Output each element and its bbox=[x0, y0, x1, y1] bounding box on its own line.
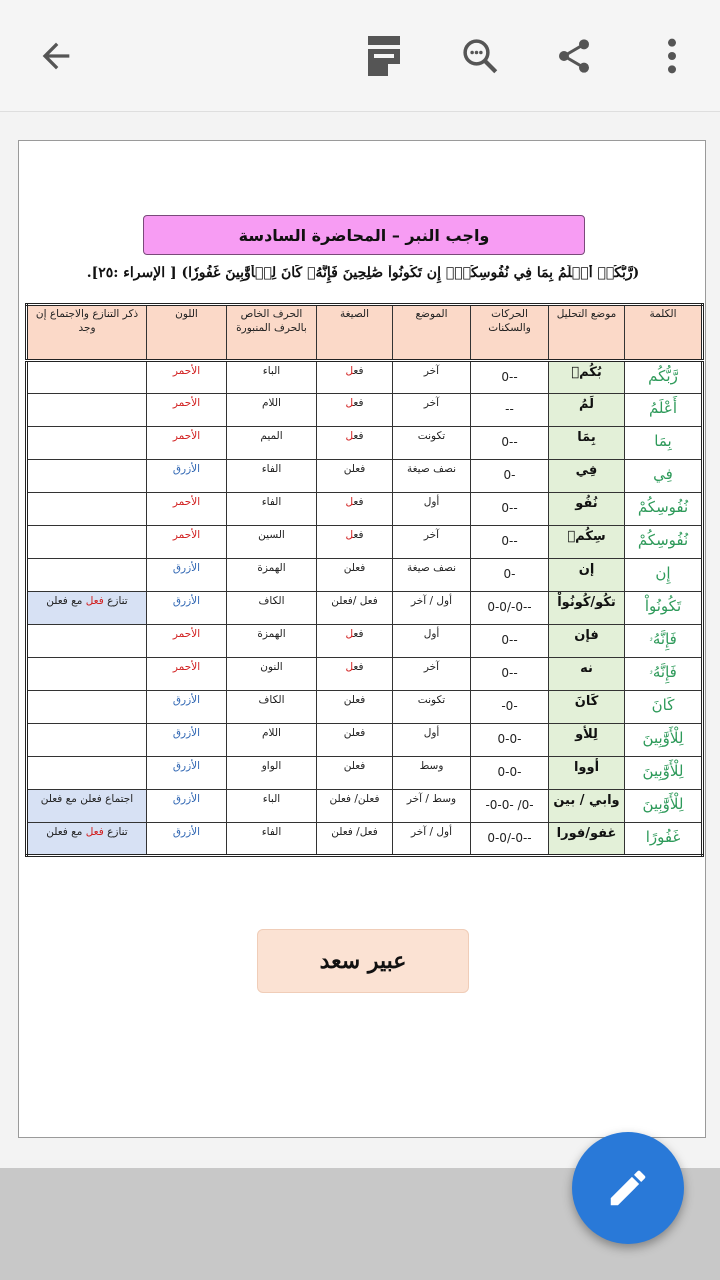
cell-color bbox=[147, 724, 227, 757]
cell-position bbox=[549, 559, 625, 592]
cell-letter bbox=[227, 592, 317, 625]
cell-letter-text: الهمزة bbox=[257, 562, 286, 574]
table-row bbox=[27, 592, 703, 625]
cell-letter-text: الهمزة bbox=[257, 628, 286, 640]
cell-word-text: نُفُوسِكُمْ bbox=[637, 498, 689, 516]
cell-movements bbox=[471, 823, 549, 856]
table-row bbox=[27, 823, 703, 856]
form-part: فعل /فعلن bbox=[331, 595, 378, 607]
note-part: مع فعلن bbox=[46, 826, 86, 838]
cell-form bbox=[317, 559, 393, 592]
cell-color bbox=[147, 361, 227, 394]
cell-movements-text: -0 bbox=[503, 468, 516, 482]
cell-word bbox=[625, 691, 703, 724]
form-part: فعلن bbox=[343, 562, 366, 574]
cell-position-text: سِكُمۡ bbox=[567, 529, 606, 544]
cell-note bbox=[27, 691, 147, 724]
cell-place-text: آخر bbox=[423, 365, 440, 377]
cell-note bbox=[27, 592, 147, 625]
cell-word-text: فَإِنَّهُۥ bbox=[649, 663, 677, 681]
cell-word-text: إِن bbox=[655, 564, 671, 582]
cell-word-text: رَّبُّكُم bbox=[648, 367, 678, 385]
cell-position-text: فِي bbox=[575, 463, 598, 478]
form-part-red: ل bbox=[345, 661, 354, 673]
cell-color bbox=[147, 625, 227, 658]
arrow-left-icon bbox=[36, 36, 76, 76]
cell-position-text: تكُو/كُونُواْ bbox=[557, 595, 616, 610]
table-row bbox=[27, 559, 703, 592]
cell-color-text: الأحمر bbox=[172, 430, 201, 442]
cell-position-text: غفو/فورا bbox=[556, 826, 617, 841]
cell-color-text: الأزرق bbox=[172, 463, 201, 475]
cell-position bbox=[549, 526, 625, 559]
cell-place-text: أول / آخر bbox=[410, 826, 453, 838]
cell-color bbox=[147, 691, 227, 724]
cell-place bbox=[393, 394, 471, 427]
table-row bbox=[27, 724, 703, 757]
cell-note bbox=[27, 625, 147, 658]
cell-color-text: الأزرق bbox=[172, 694, 201, 706]
cell-color-text: الأحمر bbox=[172, 628, 201, 640]
cell-note bbox=[27, 427, 147, 460]
cell-letter bbox=[227, 493, 317, 526]
cell-position bbox=[549, 394, 625, 427]
cell-place bbox=[393, 691, 471, 724]
cell-place bbox=[393, 526, 471, 559]
cell-movements-text: --0 bbox=[501, 633, 518, 647]
cell-word bbox=[625, 625, 703, 658]
cell-word bbox=[625, 823, 703, 856]
cell-color bbox=[147, 658, 227, 691]
quran-verse: (رَّبُّكُمۡ أَعۡلَمُ بِمَا فِي نُفُوسِكُمۡۚ إِن تَكُونُواْ صَٰلِحِينَ فَإِنَّهُۥ كَانَ لِلۡأَوَّٰبِينَ غَفُورٗا) [ الإسراء :٢٥]. bbox=[86, 265, 640, 281]
cell-color-text: الأزرق bbox=[172, 793, 201, 805]
cell-color bbox=[147, 526, 227, 559]
cell-form bbox=[317, 691, 393, 724]
cell-position bbox=[549, 592, 625, 625]
cell-letter-text: الباء bbox=[262, 365, 281, 377]
cell-letter bbox=[227, 526, 317, 559]
cell-word-text: فَإِنَّهُۥ bbox=[649, 630, 677, 648]
cell-note bbox=[27, 526, 147, 559]
cell-letter bbox=[227, 823, 317, 856]
cell-color-text: الأحمر bbox=[172, 496, 201, 508]
cell-place-text: وسط bbox=[419, 760, 444, 772]
cell-form bbox=[317, 526, 393, 559]
table-row bbox=[27, 394, 703, 427]
cell-color bbox=[147, 427, 227, 460]
cell-letter bbox=[227, 691, 317, 724]
header-place: الموضع bbox=[393, 305, 471, 361]
cell-position-text: نُفُو bbox=[575, 496, 598, 511]
cell-movements-text: --0 bbox=[501, 435, 518, 449]
cell-color bbox=[147, 460, 227, 493]
table-row bbox=[27, 757, 703, 790]
table-row bbox=[27, 361, 703, 394]
cell-form bbox=[317, 493, 393, 526]
form-part: فعل/ فعلن bbox=[331, 826, 378, 838]
form-part: فع bbox=[353, 628, 364, 640]
cell-color-text: الأحمر bbox=[172, 529, 201, 541]
cell-position bbox=[549, 691, 625, 724]
cell-place bbox=[393, 493, 471, 526]
cell-movements-text: --0 bbox=[501, 666, 518, 680]
cell-position bbox=[549, 460, 625, 493]
cell-movements bbox=[471, 460, 549, 493]
cell-word bbox=[625, 790, 703, 823]
form-part: فع bbox=[353, 365, 364, 377]
cell-note bbox=[27, 361, 147, 394]
form-part: فعلن bbox=[343, 727, 366, 739]
cell-position bbox=[549, 757, 625, 790]
cell-place-text: أول / آخر bbox=[410, 595, 453, 607]
table-row bbox=[27, 460, 703, 493]
cell-movements-text: --0 bbox=[501, 501, 518, 515]
cell-position-text: أووا bbox=[573, 760, 600, 775]
cell-place bbox=[393, 757, 471, 790]
cell-place-text: وسط / آخر bbox=[406, 793, 457, 805]
form-part: فع bbox=[353, 496, 364, 508]
search-button[interactable] bbox=[448, 24, 512, 88]
form-part-red: ل bbox=[345, 529, 354, 541]
cell-place bbox=[393, 823, 471, 856]
form-part: فعلن bbox=[343, 694, 366, 706]
cell-form bbox=[317, 658, 393, 691]
cell-place bbox=[393, 724, 471, 757]
cell-movements bbox=[471, 757, 549, 790]
zoom-search-icon bbox=[459, 35, 501, 77]
cell-letter-text: السين bbox=[258, 529, 285, 541]
cell-position-text: فإن bbox=[574, 628, 599, 643]
cell-movements bbox=[471, 625, 549, 658]
cell-letter bbox=[227, 427, 317, 460]
cell-note bbox=[27, 559, 147, 592]
cell-letter-text: الباء bbox=[262, 793, 281, 805]
cell-note bbox=[27, 658, 147, 691]
edit-fab-button[interactable] bbox=[572, 1132, 684, 1244]
cell-word bbox=[625, 757, 703, 790]
note-part: تنازع bbox=[103, 826, 128, 838]
form-part: فع bbox=[353, 430, 364, 442]
cell-place-text: أول bbox=[423, 727, 440, 739]
cell-color bbox=[147, 493, 227, 526]
cell-position-text: لِلأو bbox=[575, 727, 598, 742]
cell-word-text: أَعْلَمُ bbox=[648, 399, 678, 417]
cell-letter bbox=[227, 658, 317, 691]
form-part-red: ل bbox=[345, 365, 354, 377]
cell-word bbox=[625, 724, 703, 757]
cell-word bbox=[625, 394, 703, 427]
table-row bbox=[27, 658, 703, 691]
cell-letter-text: النون bbox=[260, 661, 283, 673]
more-vert-icon bbox=[664, 36, 680, 76]
edit-pencil-icon bbox=[605, 1165, 651, 1211]
cell-color-text: الأحمر bbox=[172, 397, 201, 409]
cell-position-text: لَمُ bbox=[578, 397, 595, 412]
table-row bbox=[27, 493, 703, 526]
cell-word-text: نُفُوسِكُمْ bbox=[637, 531, 689, 549]
cell-position-text: كَانَ bbox=[574, 694, 599, 709]
form-part: فعلن bbox=[343, 463, 366, 475]
cell-note bbox=[27, 460, 147, 493]
form-part: فعلن bbox=[343, 760, 366, 772]
cell-word-text: بِمَا bbox=[654, 432, 672, 450]
cell-word-text: غَفُورًا bbox=[645, 828, 681, 846]
share-button[interactable] bbox=[542, 24, 606, 88]
cell-movements bbox=[471, 592, 549, 625]
cell-movements-text: -0- bbox=[501, 699, 518, 713]
cell-word-text: كَانَ bbox=[651, 696, 675, 714]
cell-place bbox=[393, 460, 471, 493]
cell-movements-text: -0 bbox=[503, 567, 516, 581]
cell-form bbox=[317, 592, 393, 625]
cell-place-text: أول bbox=[423, 496, 440, 508]
table-row bbox=[27, 526, 703, 559]
share-icon bbox=[554, 36, 594, 76]
cell-movements bbox=[471, 427, 549, 460]
cell-letter-text: اللام bbox=[262, 397, 281, 409]
cell-position bbox=[549, 427, 625, 460]
cell-letter bbox=[227, 790, 317, 823]
cell-word bbox=[625, 559, 703, 592]
cell-word-text: تَكُونُواْ bbox=[644, 597, 682, 615]
form-part-red: ل bbox=[345, 430, 354, 442]
cell-color bbox=[147, 559, 227, 592]
document-viewer[interactable] bbox=[0, 112, 720, 1168]
cell-position bbox=[549, 493, 625, 526]
cell-letter-text: اللام bbox=[262, 727, 281, 739]
cell-place bbox=[393, 592, 471, 625]
cell-form bbox=[317, 790, 393, 823]
cell-movements-text: --0-/0-0 bbox=[487, 600, 532, 614]
cell-place-text: آخر bbox=[423, 397, 440, 409]
cell-color-text: الأزرق bbox=[172, 595, 201, 607]
table-row bbox=[27, 427, 703, 460]
cell-form bbox=[317, 757, 393, 790]
table-header-row bbox=[27, 305, 703, 361]
cell-place bbox=[393, 658, 471, 691]
cell-letter-text: الفاء bbox=[261, 826, 282, 838]
cell-form bbox=[317, 394, 393, 427]
more-options-button[interactable] bbox=[640, 24, 704, 88]
cell-movements-text: --0 bbox=[501, 534, 518, 548]
cell-movements-text: --0-/0-0 bbox=[487, 831, 532, 845]
cell-color-text: الأحمر bbox=[172, 661, 201, 673]
cell-color-text: الأزرق bbox=[172, 727, 201, 739]
table-row bbox=[27, 790, 703, 823]
cell-word bbox=[625, 361, 703, 394]
document-page bbox=[18, 140, 706, 1138]
cell-color bbox=[147, 823, 227, 856]
author-name: عبير سعد bbox=[257, 929, 469, 993]
cell-position-text: بُكُمۡ bbox=[571, 365, 602, 380]
cell-form bbox=[317, 724, 393, 757]
cell-form bbox=[317, 625, 393, 658]
cell-place-text: آخر bbox=[423, 661, 440, 673]
cell-word-text: لِلْأَوَّٰبِينَ bbox=[642, 795, 684, 813]
cell-form bbox=[317, 361, 393, 394]
cell-position bbox=[549, 823, 625, 856]
table-row bbox=[27, 625, 703, 658]
app-toolbar bbox=[0, 0, 720, 112]
cell-word-text: لِلْأَوَّٰبِينَ bbox=[642, 762, 684, 780]
cell-movements bbox=[471, 559, 549, 592]
cell-form bbox=[317, 823, 393, 856]
cell-color-text: الأحمر bbox=[172, 365, 201, 377]
cell-letter-text: الميم bbox=[260, 430, 283, 442]
cell-word bbox=[625, 493, 703, 526]
cell-place-text: آخر bbox=[423, 529, 440, 541]
cell-color bbox=[147, 790, 227, 823]
cell-word bbox=[625, 460, 703, 493]
cell-position bbox=[549, 625, 625, 658]
cell-color bbox=[147, 394, 227, 427]
cell-place bbox=[393, 559, 471, 592]
header-position: موضع التحليل bbox=[549, 305, 625, 361]
cell-movements-text: -0/ -0-0- bbox=[485, 798, 534, 812]
note-part: فعل bbox=[85, 826, 104, 838]
cell-movements bbox=[471, 724, 549, 757]
cell-letter bbox=[227, 724, 317, 757]
cell-word bbox=[625, 592, 703, 625]
cell-movements bbox=[471, 394, 549, 427]
note-part: مع فعلن bbox=[46, 595, 86, 607]
note-part: تنازع bbox=[103, 595, 128, 607]
cell-form bbox=[317, 460, 393, 493]
form-part-red: ل bbox=[345, 397, 354, 409]
cell-word-text: لِلْأَوَّٰبِينَ bbox=[642, 729, 684, 747]
cell-place bbox=[393, 361, 471, 394]
cell-letter bbox=[227, 625, 317, 658]
cell-word bbox=[625, 526, 703, 559]
cell-place-text: تكونت bbox=[417, 694, 446, 706]
cell-letter-text: الواو bbox=[261, 760, 282, 772]
form-part: فع bbox=[353, 661, 364, 673]
cell-letter bbox=[227, 460, 317, 493]
cell-place bbox=[393, 427, 471, 460]
cell-position-text: بِمَا bbox=[577, 430, 596, 445]
cell-letter bbox=[227, 559, 317, 592]
cell-movements-text: --0 bbox=[501, 370, 518, 384]
cell-letter-text: الكاف bbox=[258, 595, 285, 607]
cell-place bbox=[393, 625, 471, 658]
cell-position-text: إن bbox=[578, 562, 595, 577]
cell-movements bbox=[471, 691, 549, 724]
cell-note bbox=[27, 724, 147, 757]
cell-place-text: أول bbox=[423, 628, 440, 640]
header-movements: الحركات والسكنات bbox=[471, 305, 549, 361]
cell-movements bbox=[471, 361, 549, 394]
note-part: اجتماع فعلن مع فعلن bbox=[40, 793, 134, 805]
cell-letter-text: الكاف bbox=[258, 694, 285, 706]
cell-color bbox=[147, 757, 227, 790]
cell-word-text: فِي bbox=[653, 465, 673, 483]
header-word: الكلمة bbox=[625, 305, 703, 361]
table-row bbox=[27, 691, 703, 724]
document-title: واجب النبر – المحاضرة السادسة bbox=[143, 215, 585, 255]
cell-letter bbox=[227, 394, 317, 427]
form-part: فعلن/ فعلن bbox=[329, 793, 380, 805]
cell-position bbox=[549, 361, 625, 394]
analysis-table bbox=[25, 303, 704, 857]
header-color: اللون bbox=[147, 305, 227, 361]
form-part: فع bbox=[353, 529, 364, 541]
cell-movements bbox=[471, 526, 549, 559]
cell-letter-text: الفاء bbox=[261, 463, 282, 475]
cell-color bbox=[147, 592, 227, 625]
cell-position-text: نه bbox=[580, 661, 593, 676]
cell-note bbox=[27, 790, 147, 823]
header-letter: الحرف الخاص بالحرف المنبورة bbox=[227, 305, 317, 361]
cell-letter-text: الفاء bbox=[261, 496, 282, 508]
cell-place-text: نصف صيغة bbox=[406, 463, 456, 475]
cell-note bbox=[27, 757, 147, 790]
cell-movements bbox=[471, 493, 549, 526]
cell-place-text: تكونت bbox=[417, 430, 446, 442]
form-part-red: ل bbox=[345, 628, 354, 640]
back-button[interactable] bbox=[24, 24, 88, 88]
reading-mode-icon bbox=[366, 34, 402, 78]
cell-note bbox=[27, 394, 147, 427]
cell-form bbox=[317, 427, 393, 460]
form-part-red: ل bbox=[345, 496, 354, 508]
cell-position bbox=[549, 790, 625, 823]
header-form: الصيغة bbox=[317, 305, 393, 361]
header-note: ذكر التنازع والاجتماع إن وجد bbox=[27, 305, 147, 361]
cell-position-text: وابي / بين bbox=[553, 793, 620, 808]
cell-place-text: نصف صيغة bbox=[406, 562, 456, 574]
reading-mode-button[interactable] bbox=[352, 24, 416, 88]
cell-movements-text: -0-0 bbox=[497, 765, 522, 779]
form-part: فع bbox=[353, 397, 364, 409]
cell-position bbox=[549, 724, 625, 757]
table-body bbox=[27, 361, 703, 856]
cell-position bbox=[549, 658, 625, 691]
cell-movements-text: -- bbox=[505, 402, 514, 416]
cell-color-text: الأزرق bbox=[172, 826, 201, 838]
cell-color-text: الأزرق bbox=[172, 562, 201, 574]
cell-place bbox=[393, 790, 471, 823]
cell-word bbox=[625, 427, 703, 460]
cell-movements bbox=[471, 790, 549, 823]
cell-note bbox=[27, 823, 147, 856]
note-part: فعل bbox=[85, 595, 104, 607]
cell-letter bbox=[227, 757, 317, 790]
cell-letter bbox=[227, 361, 317, 394]
cell-movements-text: -0-0 bbox=[497, 732, 522, 746]
cell-color-text: الأزرق bbox=[172, 760, 201, 772]
cell-movements bbox=[471, 658, 549, 691]
cell-note bbox=[27, 493, 147, 526]
cell-word bbox=[625, 658, 703, 691]
